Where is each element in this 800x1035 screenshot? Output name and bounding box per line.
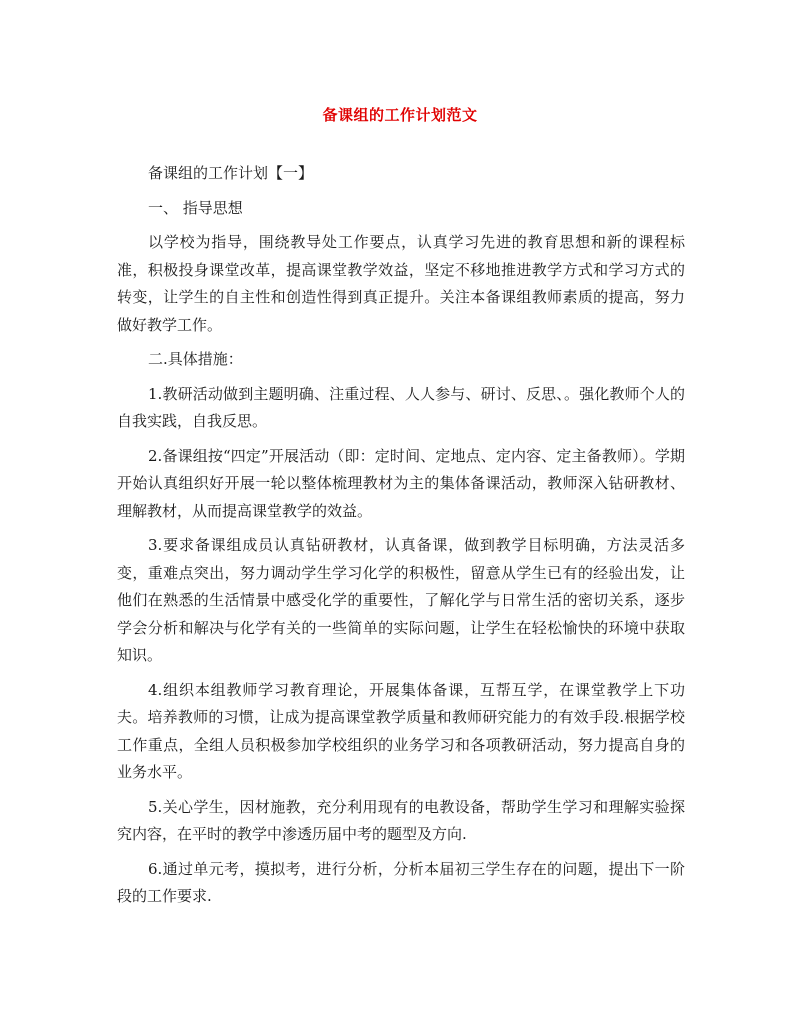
paragraph-measure-4: 4.组织本组教师学习教育理论，开展集体备课，互帮互学，在课堂教学上下功夫。培养教师的习惯，让成为提高课堂教学质量和教师研究能力的有效手段.根据学校工作重点，全组人员积极参加学校组织的业务学习和各项教研活动，努力提高自身的业务水平。 (117, 680, 685, 781)
paragraph-measure-5: 5.关心学生，因材施教，充分利用现有的电教设备，帮助学生学习和理解实验探究内容，在平时的教学中渗透历届中考的题型及方向. (117, 797, 685, 843)
paragraph-measure-3: 3.要求备课组成员认真钻研教材，认真备课，做到教学目标明确，方法灵活多变，重难点突出，努力调动学生学习化学的积极性，留意从学生已有的经验出发，让他们在熟悉的生活情景中感受化学的重要性，了解化学与日常生活的密切关系，逐步学会分析和解决与化学有关的一些简单的实际问题，让学生在轻松愉快的环境中获取知识。 (117, 536, 685, 664)
paragraph-measure-1: 1.教研活动做到主题明确、注重过程、人人参与、研讨、反思、。强化教师个人的自我实践，自我反思。 (117, 384, 685, 430)
paragraph-measure-2: 2.备课组按“四定”开展活动（即：定时间、定地点、定内容、定主备教师）。学期开始认真组织好开展一轮以整体梳理教材为主的集体备课活动，教师深入钻研教材、理解教材，从而提高课堂教学的效益。 (117, 446, 685, 520)
paragraph-measure-6: 6.通过单元考，摸拟考，进行分析，分析本届初三学生存在的问题，提出下一阶段的工作要求. (117, 859, 685, 905)
section-heading-measures: 二.具体措施： (148, 350, 243, 368)
document-body (117, 160, 685, 918)
section-heading-plan-one: 备课组的工作计划【一】 (148, 164, 314, 182)
paragraph-guiding-ideology: 以学校为指导，围绕教导处工作要点，认真学习先进的教育思想和新的课程标准，积极投身课堂改革，提高课堂教学效益，坚定不移地推进教学方式和学习方式的转变，让学生的自主性和创造性得到真正提升。关注本备课组教师素质的提高，努力做好教学工作。 (117, 233, 685, 334)
document-title: 备课组的工作计划范文 (322, 106, 478, 124)
section-heading-guiding-ideology: 一、 指导思想 (148, 198, 243, 217)
